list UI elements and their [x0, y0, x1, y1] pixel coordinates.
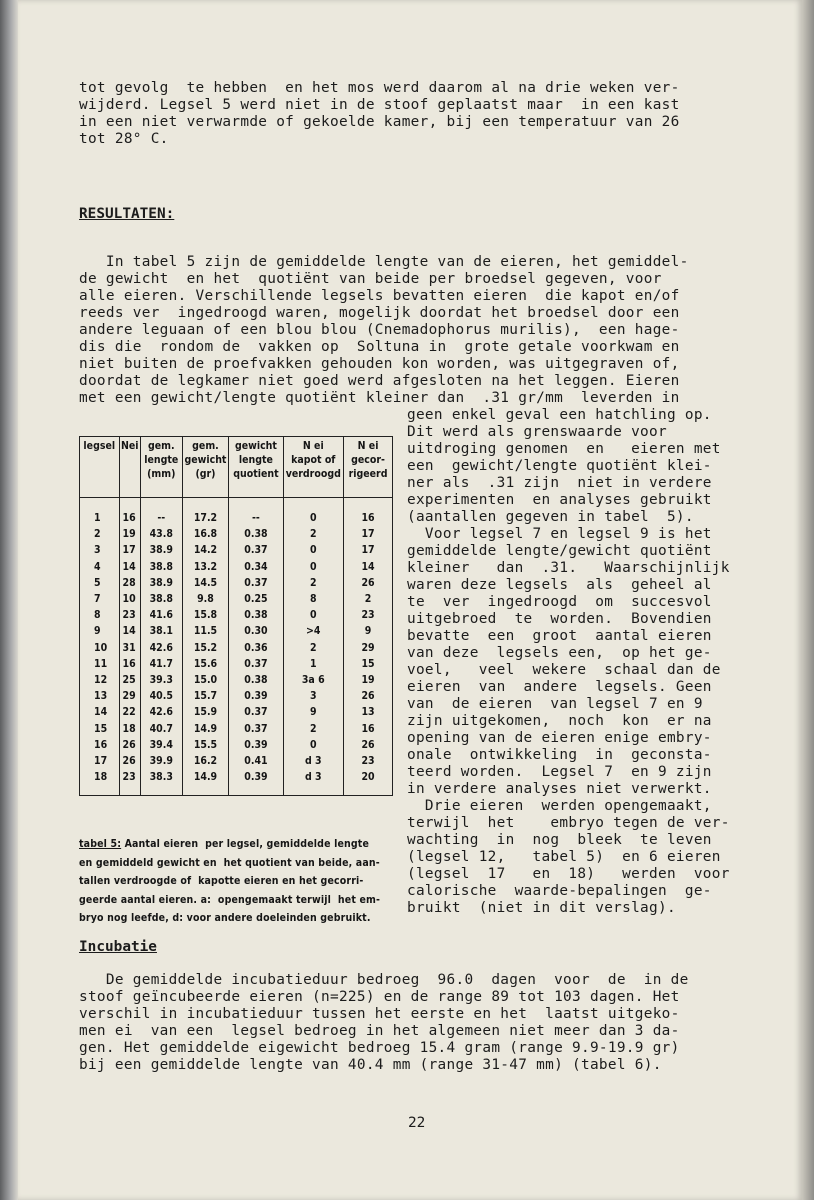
table-cell: 0.25: [229, 591, 283, 607]
text-line: alle eieren. Verschillende legsels bevatten eieren die kapot en/of: [79, 288, 680, 304]
table-row: [80, 656, 393, 672]
table-cell: 5: [80, 575, 120, 591]
table-cell: 15.2: [182, 640, 229, 656]
text-line: tot gevolg te hebben en het mos werd daarom al na drie weken ver-: [79, 80, 680, 96]
table-cell: 19: [344, 672, 393, 688]
text-line: van de eieren van legsel 7 en 9: [407, 696, 703, 712]
table-cell: 14: [344, 559, 393, 575]
table-cell: 10: [119, 591, 140, 607]
table-cell: 43.8: [140, 526, 182, 542]
text-line: bevatte een groot aantal eieren: [407, 628, 712, 644]
table-cell: 9.8: [182, 591, 229, 607]
table-cell: 12: [80, 672, 120, 688]
table-cell: 0.39: [229, 737, 283, 753]
table-cell: 0: [283, 559, 344, 575]
text-line: calorische waarde-bepalingen ge-: [407, 883, 712, 899]
table-row: [80, 737, 393, 753]
text-line: andere leguaan of een blou blou (Cnemadophorus murilis), een hage-: [79, 322, 680, 338]
table-row: [80, 591, 393, 607]
table-cell: 14.5: [182, 575, 229, 591]
table-cell: 9: [344, 623, 393, 639]
table-row: [80, 721, 393, 737]
table-header-row: [80, 437, 393, 498]
caption-label: tabel 5:: [79, 838, 122, 850]
table-row: [80, 526, 393, 542]
text-line: de gewicht en het quotiënt van beide per broedsel gegeven, voor: [79, 271, 662, 287]
table-cell: 8: [283, 591, 344, 607]
table-cell: 3: [80, 542, 120, 558]
table-cell: 14.9: [182, 721, 229, 737]
table-cell: 23: [344, 753, 393, 769]
table-cell: 16.2: [182, 753, 229, 769]
caption-text: bryo nog leefde, d: voor andere doeleinden gebruikt.: [79, 912, 371, 925]
table-cell: 15.6: [182, 656, 229, 672]
text-line: kleiner dan .31. Waarschijnlijk: [407, 560, 730, 576]
table-cell: d 3: [283, 769, 344, 796]
table-row: [80, 769, 393, 796]
text-line: van deze legsels een, op het ge-: [407, 645, 712, 661]
table-cell: 4: [80, 559, 120, 575]
text-line: een gewicht/lengte quotiënt klei-: [407, 458, 712, 474]
table-cell: 42.6: [140, 640, 182, 656]
table-cell: 0.38: [229, 607, 283, 623]
text-line: niet buiten de proefvakken gehouden kon worden, was uitgegraven of,: [79, 356, 680, 372]
table-cell: 0.38: [229, 672, 283, 688]
table-cell: 0.36: [229, 640, 283, 656]
text-line: uitdroging genomen en eieren met: [407, 441, 721, 457]
text-line: in verdere analyses niet verwerkt.: [407, 781, 712, 797]
table-cell: 41.7: [140, 656, 182, 672]
text-line: doordat de legkamer niet goed werd afgesloten na het leggen. Eieren: [79, 373, 680, 389]
table-cell: 9: [80, 623, 120, 639]
text-line: In tabel 5 zijn de gemiddelde lengte van de eieren, het gemiddel-: [79, 254, 689, 270]
text-line: men ei van een legsel bedroeg in het algemeen niet meer dan 3 da-: [79, 1023, 680, 1039]
table-cell: 15: [344, 656, 393, 672]
table-row: [80, 623, 393, 639]
table-cell: 15.7: [182, 688, 229, 704]
table-cell: 23: [119, 769, 140, 796]
text-line: bruikt (niet in dit verslag).: [407, 900, 676, 916]
text-line: (legsel 17 en 18) werden voor: [407, 866, 730, 882]
table-cell: 2: [283, 721, 344, 737]
table-cell: 25: [119, 672, 140, 688]
table-cell: 31: [119, 640, 140, 656]
table-cell: 2: [344, 591, 393, 607]
table-cell: 0.39: [229, 688, 283, 704]
caption-text: Aantal eieren per legsel, gemiddelde lengte: [121, 838, 370, 850]
table-cell: 0.37: [229, 656, 283, 672]
table-cell: 23: [344, 607, 393, 623]
table-cell: 38.1: [140, 623, 182, 639]
table-cell: 38.8: [140, 591, 182, 607]
table-row: [80, 542, 393, 558]
table-cell: 17.2: [182, 498, 229, 527]
text-line: onale ontwikkeling in geconsta-: [407, 747, 712, 763]
table-cell: 15: [80, 721, 120, 737]
column-header: gem. gewicht (gr): [182, 437, 229, 498]
table-cell: 40.5: [140, 688, 182, 704]
table-cell: 0.37: [229, 721, 283, 737]
table-cell: 40.7: [140, 721, 182, 737]
table-cell: 15.5: [182, 737, 229, 753]
table-cell: 16: [344, 721, 393, 737]
table-cell: 13.2: [182, 559, 229, 575]
table-row: [80, 559, 393, 575]
text-line: gen. Het gemiddelde eigewicht bedroeg 15.4 gram (range 9.9-19.9 gr): [79, 1040, 680, 1056]
table-cell: --: [229, 498, 283, 527]
table-cell: 16: [119, 498, 140, 527]
text-line: zijn uitgekomen, noch kon er na: [407, 713, 712, 729]
table-cell: 0.39: [229, 769, 283, 796]
table-cell: 13: [80, 688, 120, 704]
table-caption: [79, 835, 397, 928]
table-cell: >4: [283, 623, 344, 639]
table-cell: 39.4: [140, 737, 182, 753]
table-cell: 38.9: [140, 542, 182, 558]
text-line: Dit werd als grenswaarde voor: [407, 424, 667, 440]
table-cell: 20: [344, 769, 393, 796]
page-number: 22: [408, 1115, 426, 1131]
table-cell: 17: [344, 542, 393, 558]
table-row: [80, 498, 393, 527]
table-cell: 23: [119, 607, 140, 623]
table-cell: 10: [80, 640, 120, 656]
table-cell: 0: [283, 542, 344, 558]
table-cell: 38.8: [140, 559, 182, 575]
table-cell: 16.8: [182, 526, 229, 542]
text-line: (aantallen gegeven in tabel 5).: [407, 509, 694, 525]
table-cell: 29: [119, 688, 140, 704]
text-line: teerd worden. Legsel 7 en 9 zijn: [407, 764, 712, 780]
text-line: ner als .31 zijn niet in verdere: [407, 475, 712, 491]
caption-text: tallen verdroogde of kapotte eieren en het gecorri-: [79, 875, 364, 888]
column-header: gem. lengte (mm): [140, 437, 182, 498]
table-cell: 0.41: [229, 753, 283, 769]
table-cell: 14: [119, 559, 140, 575]
table-cell: 0.38: [229, 526, 283, 542]
column-header: N ei gecor- rigeerd: [344, 437, 393, 498]
table-cell: 1: [283, 656, 344, 672]
text-line: geen enkel geval een hatchling op.: [407, 407, 712, 423]
table-row: [80, 753, 393, 769]
table-cell: 3a 6: [283, 672, 344, 688]
table-cell: --: [140, 498, 182, 527]
table-cell: 0: [283, 607, 344, 623]
text-line: Drie eieren werden opengemaakt,: [407, 798, 712, 814]
table-cell: 41.6: [140, 607, 182, 623]
table-cell: 9: [283, 704, 344, 720]
table-cell: 11.5: [182, 623, 229, 639]
table-cell: 3: [283, 688, 344, 704]
table-cell: 39.3: [140, 672, 182, 688]
table-cell: 11: [80, 656, 120, 672]
table-cell: 16: [80, 737, 120, 753]
table-cell: 7: [80, 591, 120, 607]
page-edge: [802, 0, 814, 1200]
table-cell: 22: [119, 704, 140, 720]
table-cell: 8: [80, 607, 120, 623]
text-line: gemiddelde lengte/gewicht quotiënt: [407, 543, 712, 559]
table-cell: 38.9: [140, 575, 182, 591]
table-cell: 19: [119, 526, 140, 542]
table-cell: 42.6: [140, 704, 182, 720]
text-line: De gemiddelde incubatieduur bedroeg 96.0 dagen voor de in de: [79, 972, 689, 988]
text-line: in een niet verwarmde of gekoelde kamer, bij een temperatuur van 26: [79, 114, 680, 130]
results-heading: RESULTATEN:: [79, 206, 175, 222]
text-line: (legsel 12, tabel 5) en 6 eieren: [407, 849, 721, 865]
table-cell: d 3: [283, 753, 344, 769]
table-cell: 16: [119, 656, 140, 672]
table-cell: 17: [80, 753, 120, 769]
table-cell: 0.37: [229, 704, 283, 720]
table-cell: 15.8: [182, 607, 229, 623]
text-line: voel, veel wekere schaal dan de: [407, 662, 721, 678]
table-cell: 17: [119, 542, 140, 558]
table-cell: 26: [344, 737, 393, 753]
text-line: terwijl het embryo tegen de ver-: [407, 815, 730, 831]
table-cell: 28: [119, 575, 140, 591]
egg-data-table: [79, 436, 393, 796]
table-cell: 16: [344, 498, 393, 527]
table-cell: 15.9: [182, 704, 229, 720]
table-cell: 18: [80, 769, 120, 796]
table-cell: 14: [80, 704, 120, 720]
table-cell: 39.9: [140, 753, 182, 769]
table-cell: 18: [119, 721, 140, 737]
text-line: opening van de eieren enige embry-: [407, 730, 712, 746]
table-row: [80, 575, 393, 591]
table-cell: 38.3: [140, 769, 182, 796]
table-cell: 17: [344, 526, 393, 542]
text-line: reeds ver ingedroogd waren, mogelijk doordat het broedsel door een: [79, 305, 680, 321]
table-cell: 26: [119, 737, 140, 753]
table-cell: 2: [283, 640, 344, 656]
table-cell: 2: [283, 575, 344, 591]
column-header: Nei: [119, 437, 140, 498]
table-cell: 13: [344, 704, 393, 720]
table-cell: 26: [344, 575, 393, 591]
text-line: verschil in incubatieduur tussen het eerste en het laatst uitgeko-: [79, 1006, 680, 1022]
text-line: Voor legsel 7 en legsel 9 is het: [407, 526, 712, 542]
table-cell: 14.9: [182, 769, 229, 796]
table-row: [80, 688, 393, 704]
caption-text: geerde aantal eieren. a: opengemaakt terwijl het em-: [79, 893, 381, 906]
table-cell: 0.37: [229, 542, 283, 558]
table-cell: 26: [119, 753, 140, 769]
table-cell: 0: [283, 737, 344, 753]
text-line: eieren van andere legsels. Geen: [407, 679, 712, 695]
text-line: te ver ingedroogd om succesvol: [407, 594, 712, 610]
caption-text: en gemiddeld gewicht en het quotient van beide, aan-: [79, 856, 380, 869]
table-cell: 1: [80, 498, 120, 527]
table-cell: 26: [344, 688, 393, 704]
text-line: experimenten en analyses gebruikt: [407, 492, 712, 508]
table-cell: 2: [80, 526, 120, 542]
table-cell: 15.0: [182, 672, 229, 688]
table-cell: 14: [119, 623, 140, 639]
text-line: waren deze legsels als geheel al: [407, 577, 712, 593]
table-row: [80, 672, 393, 688]
text-line: stoof geïncubeerde eieren (n=225) en de range 89 tot 103 dagen. Het: [79, 989, 680, 1005]
text-line: dis die rondom de vakken op Soltuna in grote getale voorkwam en: [79, 339, 680, 355]
text-line: bij een gemiddelde lengte van 40.4 mm (range 31-47 mm) (tabel 6).: [79, 1057, 662, 1073]
table-body: [80, 498, 393, 796]
text-line: tot 28° C.: [79, 131, 169, 147]
incubation-heading: Incubatie: [79, 939, 157, 955]
table-cell: 0.34: [229, 559, 283, 575]
text-line: uitgebroed te worden. Bovendien: [407, 611, 712, 627]
table-row: [80, 704, 393, 720]
text-line: met een gewicht/lengte quotiënt kleiner dan .31 gr/mm leverden in: [79, 390, 680, 406]
text-line: wachting in nog bleek te leven: [407, 832, 712, 848]
table-cell: 29: [344, 640, 393, 656]
table-cell: 0.30: [229, 623, 283, 639]
table-row: [80, 607, 393, 623]
table-cell: 0: [283, 498, 344, 527]
binder-edge: [0, 0, 18, 1200]
text-line: wijderd. Legsel 5 werd niet in de stoof geplaatst maar in een kast: [79, 97, 680, 113]
column-header: gewicht lengte quotient: [229, 437, 283, 498]
table-cell: 0.37: [229, 575, 283, 591]
table-row: [80, 640, 393, 656]
column-header: legsel: [80, 437, 120, 498]
table-cell: 14.2: [182, 542, 229, 558]
table-cell: 2: [283, 526, 344, 542]
column-header: N ei kapot of verdroogd: [283, 437, 344, 498]
